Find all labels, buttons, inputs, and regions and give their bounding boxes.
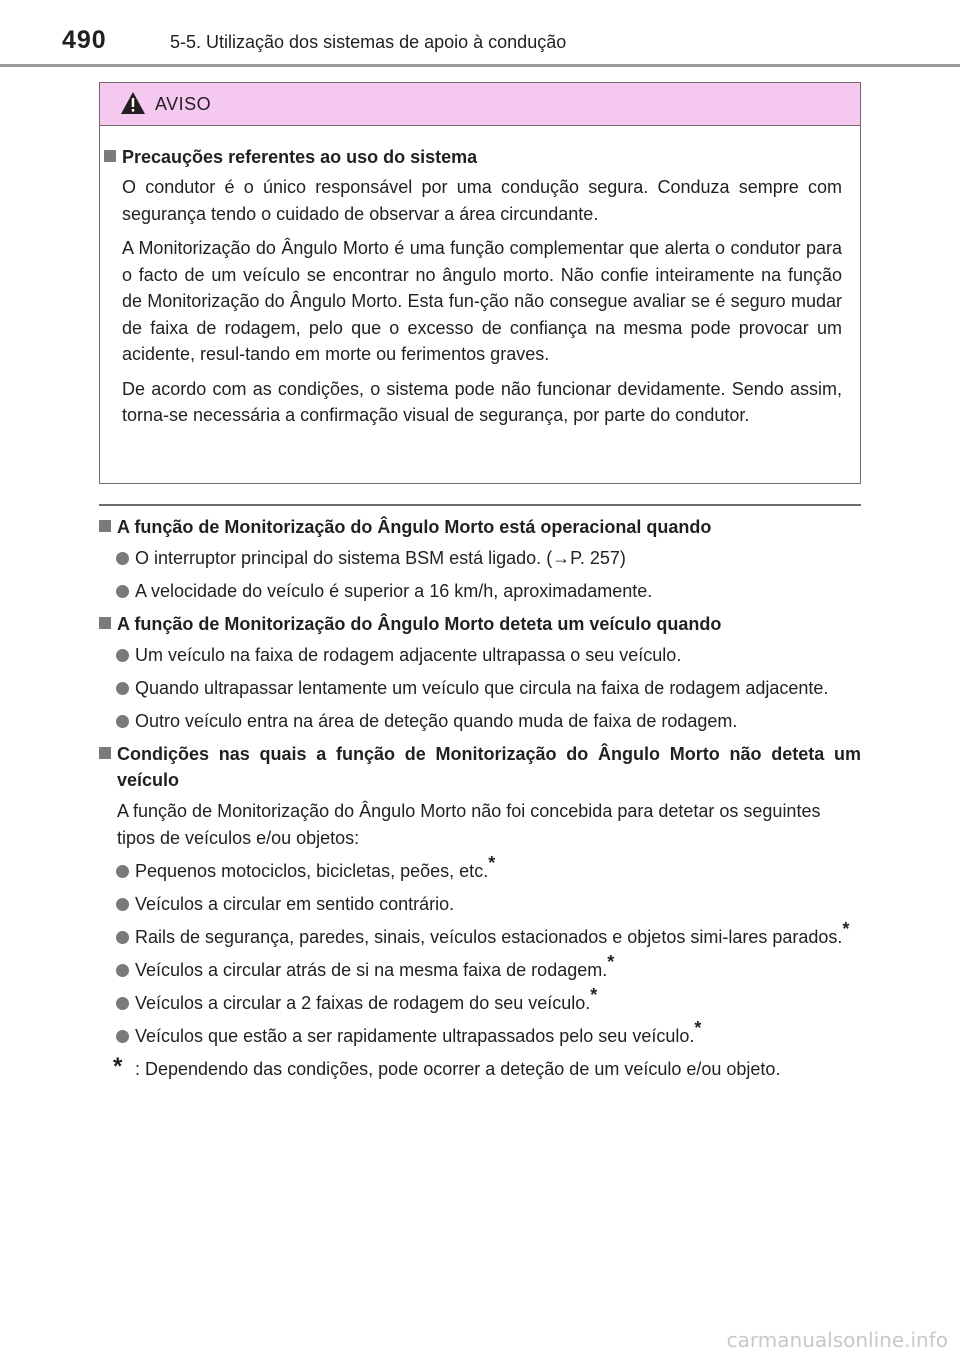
list-item: [99, 642, 861, 669]
section-title: 5-5. Utilização dos sistemas de apoio à condução: [170, 32, 567, 52]
circle-bullet-icon: [116, 898, 129, 911]
footnote-text: : Dependendo das condições, pode ocorrer a deteção de um veículo e/ou objeto.: [135, 1059, 781, 1079]
section-heading: [99, 741, 861, 793]
square-bullet-icon: [99, 747, 111, 759]
footnote: [99, 1053, 861, 1083]
circle-bullet-icon: [116, 585, 129, 598]
circle-bullet-icon: [116, 715, 129, 728]
footnote-star: *: [590, 985, 598, 1005]
list-item: [99, 578, 861, 605]
warning-label: AVISO: [155, 94, 212, 114]
section-heading-text: A função de Monitorização do Ângulo Morto deteta um veículo quando: [117, 614, 722, 634]
list-item: [99, 985, 861, 1017]
list-item: [99, 952, 861, 984]
main-content: [99, 514, 861, 1083]
circle-bullet-icon: [116, 931, 129, 944]
list-item-text: A velocidade do veículo é superior a 16 km/h, aproximadamente.: [135, 581, 653, 601]
warning-paragraph: A Monitorização do Ângulo Morto é uma função complementar que alerta o condutor para o facto de um veículo se encontrar no ângulo morto. Não confie inteiramente na função de Monitorização do Ângulo Morto. Esta fun-ção não consegue avaliar se é seguro mudar de faixa de rodagem, pelo que o excesso de confiança na mesma pode provocar um acidente, resul-tando em morte ou ferimentos graves.: [122, 238, 842, 364]
circle-bullet-icon: [116, 964, 129, 977]
warning-box: [99, 82, 861, 484]
circle-bullet-icon: [116, 649, 129, 662]
section-intro: A função de Monitorização do Ângulo Morto não foi concebida para detetar os seguintes tipos de veículos e/ou objetos:: [117, 801, 821, 848]
section-heading: [99, 514, 861, 540]
section-heading-text: Condições nas quais a função de Monitorização do Ângulo Morto não deteta um veículo: [117, 744, 861, 790]
list-item: [99, 891, 861, 918]
header-rule: [0, 64, 960, 67]
warning-paragraph: De acordo com as condições, o sistema pode não funcionar devidamente. Sendo assim, torna-se necessária a confirmação visual de segurança, por parte do condutor.: [122, 378, 842, 425]
list-item-text: Um veículo na faixa de rodagem adjacente ultrapassa o seu veículo.: [135, 645, 682, 665]
warning-header: [100, 83, 860, 126]
circle-bullet-icon: [116, 997, 129, 1010]
list-item-text: Pequenos motociclos, bicicletas, peões, etc.: [135, 861, 489, 881]
list-item-text: Veículos a circular atrás de si na mesma faixa de rodagem.: [135, 960, 608, 980]
list-item: [99, 675, 861, 702]
list-item: [99, 919, 861, 951]
list-item-text: Veículos que estão a ser rapidamente ultrapassados pelo seu veículo.: [135, 1026, 695, 1046]
list-item-text: Quando ultrapassar lentamente um veículo que circula na faixa de rodagem adjacente.: [135, 678, 829, 698]
list-item-text: Outro veículo entra na área de deteção quando muda de faixa de rodagem.: [135, 711, 738, 731]
square-bullet-icon: [99, 520, 111, 532]
circle-bullet-icon: [116, 682, 129, 695]
list-item-text: Veículos a circular em sentido contrário.: [135, 894, 455, 914]
section-heading-text: A função de Monitorização do Ângulo Morto está operacional quando: [117, 517, 712, 537]
warning-heading-text: Precauções referentes ao uso do sistema: [122, 147, 478, 167]
circle-bullet-icon: [116, 1030, 129, 1043]
footnote-star: *: [842, 919, 850, 939]
warning-body: [100, 126, 860, 429]
section-divider: [99, 504, 861, 506]
circle-bullet-icon: [116, 865, 129, 878]
square-bullet-icon: [99, 617, 111, 629]
section-heading: [99, 611, 861, 637]
list-item-text: O interruptor principal do sistema BSM está ligado. (→P. 257): [135, 548, 626, 568]
list-item: [99, 545, 861, 572]
list-item: [99, 853, 861, 885]
page-number: 490: [62, 26, 107, 54]
warning-heading: [104, 144, 842, 170]
footnote-star: *: [607, 952, 615, 972]
footnote-star: *: [694, 1018, 702, 1038]
circle-bullet-icon: [116, 552, 129, 565]
list-item-text: Veículos a circular a 2 faixas de rodagem do seu veículo.: [135, 993, 591, 1013]
footnote-mark: *: [113, 1053, 123, 1080]
square-bullet-icon: [104, 150, 116, 162]
list-item: [99, 1018, 861, 1050]
warning-triangle-icon: [120, 91, 146, 115]
list-item-text: Rails de segurança, paredes, sinais, veículos estacionados e objetos simi-lares parados.: [135, 927, 843, 947]
footnote-star: *: [488, 853, 496, 873]
watermark: carmanualsonline.info: [726, 1328, 948, 1352]
warning-paragraph: O condutor é o único responsável por uma condução segura. Conduza sempre com segurança tendo o cuidado de observar a área circundante.: [122, 177, 842, 224]
list-item: [99, 708, 861, 735]
